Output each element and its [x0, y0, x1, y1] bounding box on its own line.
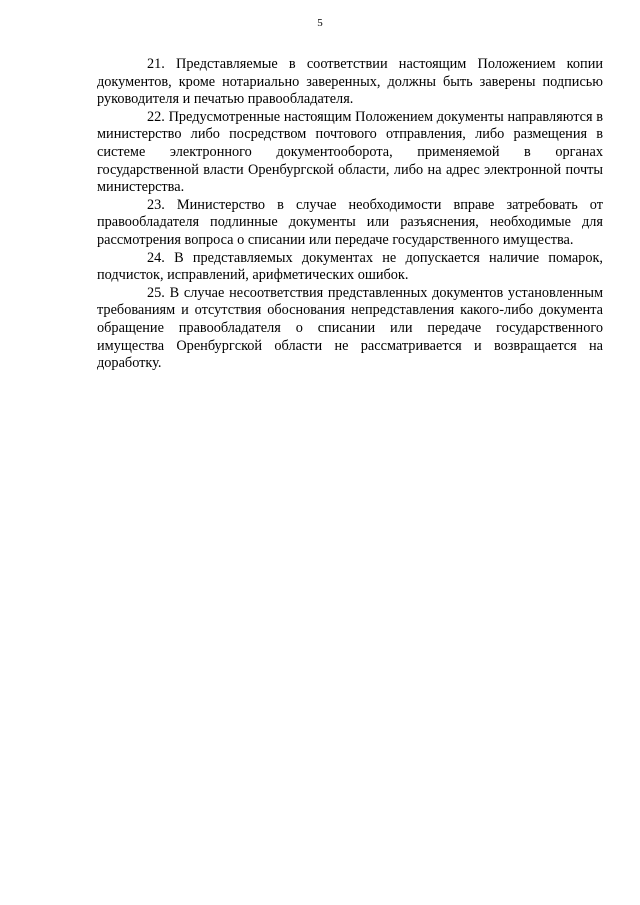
paragraph-24: 24. В представляемых документах не допускается наличие помарок, подчисток, исправлений, арифметических ошибок. — [97, 249, 603, 284]
paragraph-25: 25. В случае несоответствия представленных документов установленным требованиям и отсутствия обоснования непредставления какого-либо документа обращение правообладателя о списании или передаче государственного имущества Оренбургской области не рассматривается и возвращается на доработку. — [97, 284, 603, 372]
paragraph-21: 21. Представляемые в соответствии настоящим Положением копии документов, кроме нотариально заверенных, должны быть заверены подписью руководителя и печатью правообладателя. — [97, 56, 603, 108]
document-body — [97, 56, 603, 373]
paragraph-23: 23. Министерство в случае необходимости вправе затребовать от правообладателя подлинные документы или разъяснения, необходимые для рассмотрения вопроса о списании или передаче государственного имущества. — [97, 196, 603, 248]
page-number: 5 — [317, 17, 323, 29]
paragraph-22: 22. Предусмотренные настоящим Положением документы направляются в министерство либо посредством почтового отправления, либо размещения в системе электронного документооборота, применяемой в органах государственной власти Оренбургской области, либо на адрес электронной почты министерства. — [97, 108, 603, 196]
